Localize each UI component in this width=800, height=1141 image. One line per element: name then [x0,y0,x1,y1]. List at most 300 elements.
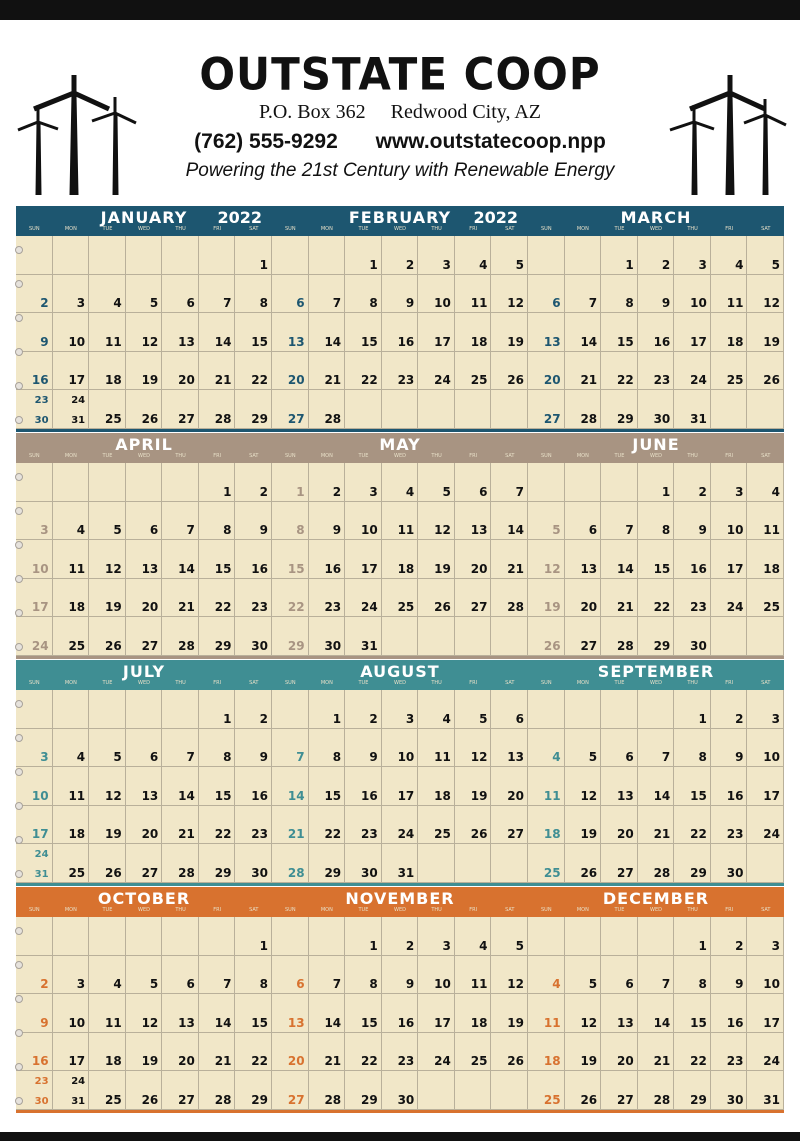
day-cell [711,275,748,314]
day-number: 14 [324,334,342,349]
day-number: 4 [479,938,488,953]
empty-cell [418,1071,455,1110]
day-number: 24 [434,373,451,388]
day-cell [418,729,455,768]
weekday-label: THU [431,453,442,459]
weekday-label: WED [650,453,662,459]
weekday-label: THU [175,907,186,913]
weekday-label: SAT [249,226,259,232]
day-number: 13 [580,561,598,576]
day-cell [53,275,90,314]
day-cell [89,579,126,618]
day-number: 22 [361,373,378,388]
day-number: 1 [259,938,268,953]
day-cell [235,1071,272,1110]
day-cell [455,1033,492,1072]
day-number: 13 [287,1015,305,1030]
day-cell [674,1071,711,1110]
day-number: 6 [625,977,634,992]
empty-cell [638,917,675,956]
month-name: JULY [122,662,166,681]
day-cell [382,806,419,845]
day-cell [638,806,675,845]
day-number: 21 [324,373,342,388]
month-september [528,660,784,886]
day-cell [89,275,126,314]
day-cell [382,767,419,806]
tagline: Powering the 21st Century with Renewable Energy [185,160,615,181]
binding-hole [15,802,23,810]
day-number: 28 [653,1092,671,1107]
day-cell [53,579,90,618]
day-number: 12 [580,1015,598,1030]
day-number: 18 [105,373,122,388]
day-number: 12 [141,1015,159,1030]
weekday-label: TUE [358,907,369,913]
day-number: 7 [332,296,342,311]
day-number: 24 [690,373,707,388]
day-cell [89,994,126,1033]
day-number: 15 [214,561,232,576]
day-cell [235,275,272,314]
empty-cell [53,690,90,729]
day-number: 1 [698,938,707,953]
quarter-band [16,433,784,659]
day-cell [747,275,784,314]
day-number: 19 [141,373,159,388]
day-number: 2 [661,257,671,272]
day-cell [89,313,126,352]
day-cell [674,994,711,1033]
day-number: 24 [34,848,49,860]
day-cell [162,579,199,618]
month-name: JUNE [632,435,680,454]
quarter-band [16,660,784,886]
day-cell [565,1033,602,1072]
day-cell [491,994,528,1033]
weekday-header [528,680,784,690]
day-cell [126,1071,163,1110]
weekday-label: SAT [761,226,771,232]
day-cell [382,236,419,275]
day-cell [272,502,309,541]
day-number: 8 [369,977,378,992]
day-cell [418,352,455,391]
day-cell [601,844,638,883]
day-number: 14 [507,523,524,538]
empty-cell [455,617,492,656]
day-cell [235,917,272,956]
day-number: 16 [31,373,49,388]
day-number: 18 [105,1054,122,1069]
day-cell [53,956,90,995]
weekday-header [272,907,528,917]
weekday-label: THU [175,453,186,459]
day-cell [747,806,784,845]
day-cell [747,729,784,768]
weekday-label: SUN [285,907,296,913]
empty-cell [565,463,602,502]
empty-cell [89,236,126,275]
weekday-label: TUE [614,907,625,913]
day-number: 14 [580,334,598,349]
binding-hole [15,314,23,322]
weekday-label: MON [320,453,333,459]
month-grid [16,463,272,656]
day-number: 11 [726,296,744,311]
day-number: 26 [580,1092,598,1107]
website: www.outstatecoop.npp [375,130,606,153]
day-cell [674,313,711,352]
day-number: 5 [113,750,122,765]
month-year: 2022 [473,208,518,227]
day-number: 4 [76,523,86,538]
day-number: 14 [653,1015,671,1030]
day-number: 11 [434,750,451,765]
weekday-label: SUN [29,453,40,459]
day-number: 6 [552,296,561,311]
day-number: 7 [332,977,342,992]
day-cell [601,729,638,768]
day-cell [235,617,272,656]
day-cell [235,806,272,845]
month-year: 2022 [217,208,262,227]
day-cell [455,956,492,995]
day-number: 3 [771,938,780,953]
day-cell [199,313,236,352]
day-number: 12 [580,788,598,803]
weekday-label: FRI [725,680,734,686]
month-grid [528,236,784,429]
day-number: 15 [690,788,707,803]
day-number: 1 [223,484,232,499]
day-number: 22 [251,1054,268,1069]
day-number: 22 [690,1054,707,1069]
day-cell [565,844,602,883]
day-number: 17 [68,1054,86,1069]
day-cell [711,1071,748,1110]
day-number: 2 [40,977,49,992]
day-cell [382,579,419,618]
weekday-label: FRI [725,226,734,232]
day-cell [345,617,382,656]
day-cell [199,463,236,502]
day-number: 16 [397,334,415,349]
weekday-label: SAT [505,453,515,459]
day-cell [528,617,565,656]
day-cell [162,806,199,845]
day-number: 14 [214,334,232,349]
day-cell [491,729,528,768]
day-cell [272,1071,309,1110]
empty-cell [747,617,784,656]
day-cell [601,1071,638,1110]
empty-cell [382,390,419,429]
day-number: 31 [763,1092,780,1107]
day-number: 16 [31,1054,49,1069]
day-cell [89,844,126,883]
weekday-header [528,453,784,463]
day-number: 29 [361,1092,378,1107]
day-cell [455,579,492,618]
day-cell [565,729,602,768]
day-cell [53,767,90,806]
day-number: 18 [470,334,488,349]
day-cell [309,806,346,845]
day-cell [53,1071,90,1110]
day-number: 30 [726,1092,744,1107]
day-number: 29 [251,411,268,426]
day-number: 23 [690,600,707,615]
empty-cell [747,844,784,883]
day-number: 26 [470,827,488,842]
day-cell [199,617,236,656]
day-number: 17 [434,334,451,349]
day-cell [747,690,784,729]
day-cell [309,617,346,656]
day-cell [309,540,346,579]
day-number: 5 [149,296,159,311]
day-number: 19 [434,561,451,576]
month-name: JANUARY [100,208,188,227]
day-cell [126,767,163,806]
day-number: 27 [178,1092,195,1107]
weekday-label: TUE [358,453,369,459]
weekday-label: WED [394,453,406,459]
day-number: 23 [397,373,415,388]
weekday-label: SUN [29,226,40,232]
day-cell [565,956,602,995]
month-march [528,206,784,432]
empty-cell [162,236,199,275]
day-number: 7 [588,296,598,311]
day-number: 23 [34,1075,49,1087]
day-number: 11 [68,561,86,576]
day-cell [199,275,236,314]
day-cell [382,956,419,995]
binding-hole [15,416,23,424]
day-number: 7 [625,523,634,538]
day-number: 2 [698,484,707,499]
day-cell [309,313,346,352]
weekday-header [16,453,272,463]
binding-hole [15,927,23,935]
month-grid [528,463,784,656]
day-number: 4 [735,257,744,272]
day-cell [89,352,126,391]
day-number: 10 [434,977,451,992]
empty-cell [528,236,565,275]
day-number: 20 [617,827,634,842]
day-cell [528,994,565,1033]
day-number: 13 [543,334,561,349]
day-number: 3 [40,750,49,765]
day-number: 5 [113,523,122,538]
day-number: 13 [287,334,305,349]
binding-holes [15,459,23,659]
binding-hole [15,768,23,776]
empty-cell [455,1071,492,1110]
day-cell [53,390,90,429]
weekday-label: WED [394,907,406,913]
weekday-label: SUN [541,907,552,913]
weekday-label: WED [138,453,150,459]
day-cell [601,579,638,618]
weekday-header [272,453,528,463]
day-number: 2 [369,711,378,726]
day-cell [674,275,711,314]
day-cell [89,540,126,579]
day-cell [528,502,565,541]
day-number: 24 [397,827,415,842]
day-cell [53,313,90,352]
day-cell [162,1071,199,1110]
day-cell [126,1033,163,1072]
day-cell [601,236,638,275]
day-cell [199,690,236,729]
day-number: 16 [324,561,342,576]
binding-hole [15,1029,23,1037]
weekday-label: SAT [505,907,515,913]
day-cell [199,579,236,618]
day-cell [747,313,784,352]
day-number: 12 [434,523,451,538]
day-cell [345,579,382,618]
day-number: 7 [186,523,195,538]
empty-cell [711,617,748,656]
day-number: 26 [141,1092,159,1107]
weekday-label: MON [320,226,333,232]
day-number: 16 [653,334,671,349]
day-number: 21 [653,827,671,842]
day-number: 9 [40,334,49,349]
day-cell [455,540,492,579]
day-number: 15 [251,1015,268,1030]
day-number: 15 [361,334,378,349]
month-grid [16,690,272,883]
weekday-label: SUN [29,680,40,686]
day-cell [638,994,675,1033]
month-may [272,433,528,659]
weekday-label: FRI [213,680,222,686]
day-number: 30 [324,638,342,653]
month-name: SEPTEMBER [597,662,715,681]
day-number: 19 [105,827,122,842]
month-name: MARCH [620,208,692,227]
day-cell [382,313,419,352]
day-number: 6 [186,296,195,311]
month-grid [528,690,784,883]
day-cell [601,275,638,314]
empty-cell [309,236,346,275]
weekday-label: THU [687,907,698,913]
day-number: 28 [617,638,634,653]
day-cell [491,917,528,956]
day-cell [418,275,455,314]
day-cell [528,579,565,618]
day-number: 26 [105,865,122,880]
day-number: 4 [479,257,488,272]
day-cell [309,690,346,729]
day-cell [491,806,528,845]
day-number: 17 [763,788,780,803]
day-cell [747,463,784,502]
day-cell [418,956,455,995]
weekday-header [16,680,272,690]
day-cell [418,236,455,275]
day-cell [162,390,199,429]
month-october [16,887,272,1113]
day-cell [601,540,638,579]
day-number: 16 [251,561,268,576]
day-number: 19 [507,334,524,349]
day-cell [674,617,711,656]
day-cell [491,236,528,275]
day-number: 1 [625,257,634,272]
day-cell [747,917,784,956]
day-cell [455,917,492,956]
day-number: 18 [543,827,561,842]
weekday-label: WED [650,907,662,913]
day-cell [601,390,638,429]
day-number: 28 [324,1092,342,1107]
day-number: 9 [259,750,268,765]
month-february [272,206,528,432]
weekday-label: MON [64,680,77,686]
day-number: 5 [771,257,780,272]
day-number: 12 [507,977,524,992]
month-grid [272,690,528,883]
day-cell [674,540,711,579]
binding-hole [15,836,23,844]
day-number: 8 [698,750,707,765]
day-cell [162,767,199,806]
day-number: 19 [763,334,780,349]
day-number: 26 [434,600,451,615]
month-grid [528,917,784,1110]
day-cell [309,844,346,883]
day-number: 10 [31,561,49,576]
weekday-label: FRI [469,226,478,232]
day-number: 14 [653,788,671,803]
day-number: 10 [763,750,780,765]
binding-holes [15,232,23,432]
day-number: 14 [178,561,195,576]
day-number: 29 [251,1092,268,1107]
month-january [16,206,272,432]
day-number: 3 [442,938,451,953]
day-number: 6 [149,750,159,765]
day-cell [528,844,565,883]
day-cell [126,390,163,429]
day-number: 5 [515,938,524,953]
empty-cell [309,917,346,956]
day-number: 27 [287,1092,305,1107]
weekday-label: TUE [102,907,113,913]
day-cell [162,540,199,579]
day-cell [345,690,382,729]
day-cell [674,917,711,956]
day-cell [455,690,492,729]
month-grid [16,917,272,1110]
day-cell [162,502,199,541]
day-number: 8 [223,523,232,538]
month-july [16,660,272,886]
day-cell [235,767,272,806]
day-number: 26 [141,411,159,426]
day-number: 1 [661,484,671,499]
day-number: 21 [287,827,305,842]
